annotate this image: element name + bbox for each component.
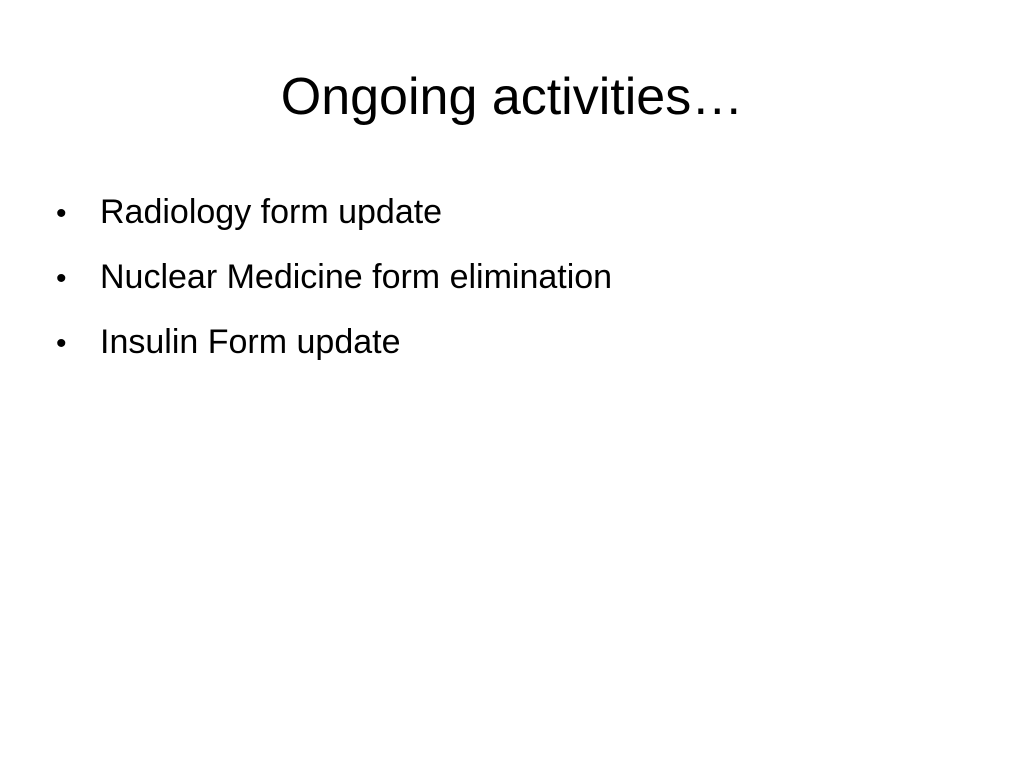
slide-title: Ongoing activities… — [280, 68, 744, 126]
bullet-text: Insulin Form update — [100, 323, 401, 361]
bullet-item — [56, 310, 956, 375]
bullet-item — [56, 245, 956, 310]
bullet-item — [56, 180, 956, 245]
bullet-icon: • — [56, 197, 67, 230]
bullet-icon: • — [56, 262, 67, 295]
bullet-icon: • — [56, 327, 67, 360]
bullet-text: Nuclear Medicine form elimination — [100, 258, 613, 296]
bullet-text: Radiology form update — [100, 193, 443, 231]
bullet-list — [56, 180, 956, 375]
